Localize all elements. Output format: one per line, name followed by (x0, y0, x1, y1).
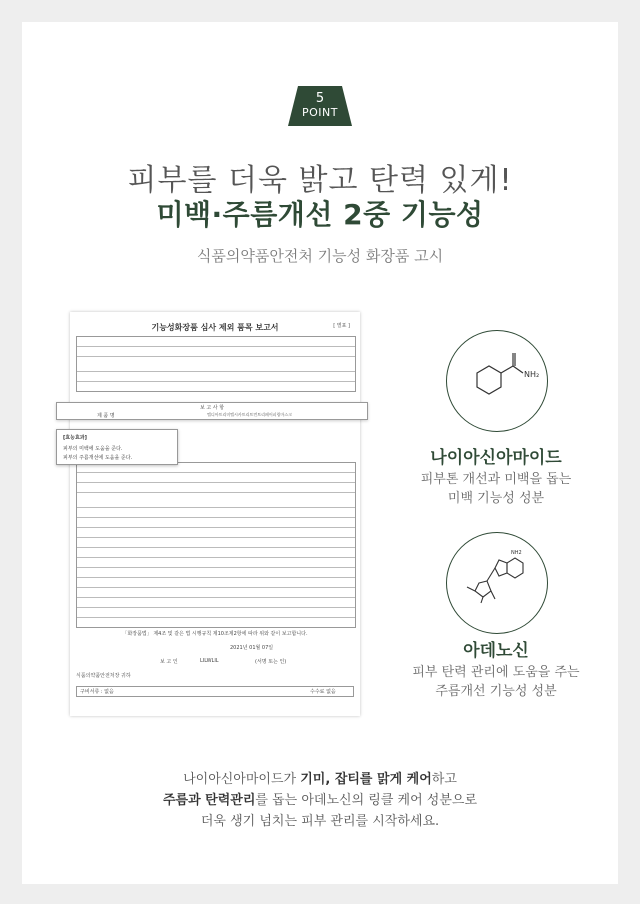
niacinamide-formula-text: NH₂ (524, 370, 540, 379)
doc-reporter: LILWLIL (200, 658, 219, 664)
doc-agency: 식품의약품안전처장 귀하 (76, 673, 131, 679)
closing-line-1 (0, 769, 640, 790)
ingredient-name-adenosine: 아데노신 (463, 641, 529, 661)
doc-date: 2021년 01월 07일 (230, 645, 274, 651)
doc-grid-middle (76, 462, 356, 628)
doc-docs-label: 구비서류 : 없음 (76, 686, 354, 697)
ingredient-desc-niacinamide-1: 피부톤 개선과 미백을 돕는 (420, 472, 572, 487)
doc-efficacy-overlay (56, 429, 178, 465)
doc-product-overlay (56, 402, 368, 420)
doc-grid-top (76, 336, 356, 392)
doc-regulation: 「화장품법」 제4조 및 같은 법 시행규칙 제10조제2항에 따라 위와 같이 보고합니다. (122, 631, 308, 637)
headline-bold: 미백·주름개선 2중 기능성 (156, 198, 484, 231)
subtitle: 식품의약품안전처 기능성 화장품 고시 (196, 247, 444, 265)
closing-l2-a: 주름과 탄력관리 (162, 793, 256, 808)
ingredient-desc-adenosine-2: 주름개선 기능성 성분 (435, 684, 557, 699)
point-badge (288, 86, 352, 126)
closing-l2-b: 를 돕는 아데노신의 링클 케어 성분으로 (255, 793, 478, 808)
closing-line-3: 더욱 생기 넘치는 피부 관리를 시작하세요. (200, 814, 440, 829)
doc-efficacy-line1: 피부의 미백에 도움을 준다. (63, 446, 123, 452)
doc-reporter-label: 보 고 인 (160, 659, 178, 665)
niacinamide-structure-icon (446, 330, 548, 432)
badge-label: POINT (302, 106, 338, 119)
adenosine-formula-text: NH2 (511, 550, 522, 556)
ingredient-desc-adenosine-1: 피부 탄력 관리에 도움을 주는 (412, 665, 580, 680)
headline: 피부를 더욱 밝고 탄력 있게! (127, 163, 513, 198)
doc-ref: [ 별표 ] (333, 323, 350, 329)
closing-l1-a: 나이아신아마이드가 (183, 772, 301, 787)
certificate-document (56, 312, 366, 716)
adenosine-structure-icon (446, 532, 548, 634)
doc-product-label: 제 품 명 (97, 413, 115, 419)
badge-number: 5 (315, 91, 325, 106)
doc-title: 기능성화장품 심사 제외 품목 보고서 (151, 323, 279, 332)
closing-l1-c: 하고 (431, 772, 457, 787)
closing-line-2 (0, 790, 640, 811)
doc-sign: (서명 또는 인) (255, 659, 287, 665)
doc-report-header: 보 고 사 항 (199, 405, 225, 411)
certificate-paper (70, 312, 360, 716)
ingredient-name-niacinamide: 나이아신아마이드 (430, 448, 562, 468)
doc-efficacy-title: [효능효과] (63, 435, 87, 441)
ingredient-desc-niacinamide-2: 미백 기능성 성분 (447, 491, 545, 506)
doc-product-name: 엘디아트리미엘시카트리트먼트리페어피링마스크 (207, 412, 293, 417)
doc-efficacy-line2: 피부의 주름개선에 도움을 준다. (63, 455, 133, 461)
doc-fee: 수수료 없음 (310, 689, 336, 695)
closing-l1-b: 기미, 잡티를 맑게 케어 (300, 772, 432, 787)
